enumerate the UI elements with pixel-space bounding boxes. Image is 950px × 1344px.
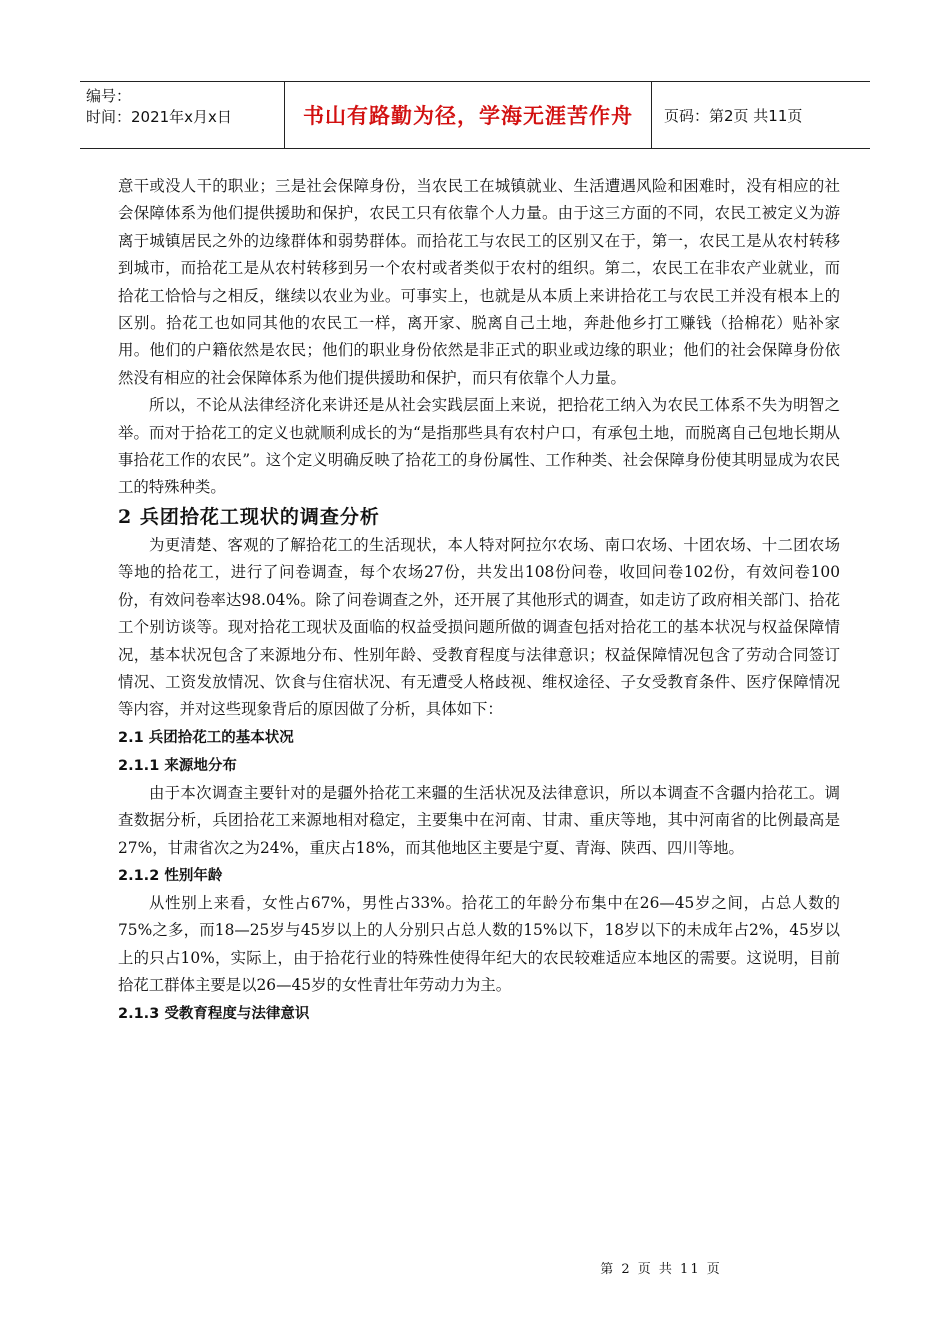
document-number-label: 编号： bbox=[86, 87, 132, 105]
header-page-number: 页码：第2页 共11页 bbox=[664, 106, 803, 125]
header-motto: 书山有路勤为径，学海无涯苦作舟 bbox=[284, 82, 652, 148]
body-paragraph: 由于本次调查主要针对的是疆外拾花工来疆的生活状况及法律意识，所以本调查不含疆内拾花工。调查数据分析，兵团拾花工来源地相对稳定，主要集中在河南、甘肃、重庆等地，其中河南省的比例最高是27%，甘肃省次之为24%，重庆占18%，而其他地区主要是宁夏、青海、陕西、四川等地。 bbox=[118, 783, 840, 857]
document-body bbox=[118, 173, 840, 1028]
header-meta bbox=[80, 82, 284, 148]
subsubsection-heading: 2.1.2 性别年龄 bbox=[118, 867, 223, 884]
subsection-heading: 2.1 兵团拾花工的基本状况 bbox=[118, 729, 294, 746]
page-header bbox=[80, 81, 870, 149]
subsubsection-heading: 2.1.3 受教育程度与法律意识 bbox=[118, 1005, 310, 1022]
document-date-label: 时间：2021年x月x日 bbox=[86, 108, 232, 126]
section-heading: 2 兵团拾花工现状的调查分析 bbox=[118, 505, 380, 528]
page-footer bbox=[0, 1258, 950, 1277]
body-paragraph: 为更清楚、客观的了解拾花工的生活现状，本人特对阿拉尔农场、南口农场、十团农场、十二团农场等地的拾花工，进行了问卷调查，每个农场27份，共发出108份问卷，收回问卷102份，有效问卷100份，有效问卷率达98.04%。除了问卷调查之外，还开展了其他形式的调查，如走访了政府相关部门、拾花工个别访谈等。现对拾花工现状及面临的权益受损问题所做的调查包括对拾花工的基本状况与权益保障情况，基本状况包含了来源地分布、性别年龄、受教育程度与法律意识；权益保障情况包含了劳动合同签订情况、工资发放情况、饮食与住宿状况、有无遭受人格歧视、维权途径、子女受教育条件、医疗保障情况等内容，并对这些现象背后的原因做了分析，具体如下： bbox=[118, 535, 840, 719]
footer-page-number: 第 2 页 共 11 页 bbox=[600, 1262, 722, 1277]
body-paragraph: 所以，不论从法律经济化来讲还是从社会实践层面上来说，把拾花工纳入为农民工体系不失为明智之举。而对于拾花工的定义也就顺利成长的为“是指那些具有农村户口，有承包土地，而脱离自己包地长期从事拾花工作的农民”。这个定义明确反映了拾花工的身份属性、工作种类、社会保障身份使其明显成为农民工的特殊种类。 bbox=[118, 396, 840, 497]
subsubsection-heading: 2.1.1 来源地分布 bbox=[118, 757, 237, 774]
body-paragraph: 意干或没人干的职业；三是社会保障身份，当农民工在城镇就业、生活遭遇风险和困难时，没有相应的社会保障体系为他们提供援助和保护，农民工只有依靠个人力量。由于这三方面的不同，农民工被定义为游离于城镇居民之外的边缘群体和弱势群体。而拾花工与农民工的区别又在于，第一，农民工是从农村转移到城市，而拾花工是从农村转移到另一个农村或者类似于农村的组织。第二，农民工在非农产业就业，而拾花工恰恰与之相反，继续以农业为业。可事实上，也就是从本质上来讲拾花工与农民工并没有根本上的区别。拾花工也如同其他的农民工一样，离开家、脱离自己土地，奔赴他乡打工赚钱（拾棉花）贴补家用。他们的户籍依然是农民；他们的职业身份依然是非正式的职业或边缘的职业；他们的社会保障身份依然没有相应的社会保障体系为他们提供援助和保护，而只有依靠个人力量。 bbox=[118, 177, 840, 387]
body-paragraph: 从性别上来看，女性占67%，男性占33%。拾花工的年龄分布集中在26—45岁之间，占总人数的75%之多，而18—25岁与45岁以上的人分别只占总人数的15%以下，18岁以下的未成年占2%，45岁以上的只占10%，实际上，由于拾花行业的特殊性使得年纪大的农民较难适应本地区的需要。这说明，目前拾花工群体主要是以26—45岁的女性青壮年劳动力为主。 bbox=[118, 893, 840, 995]
